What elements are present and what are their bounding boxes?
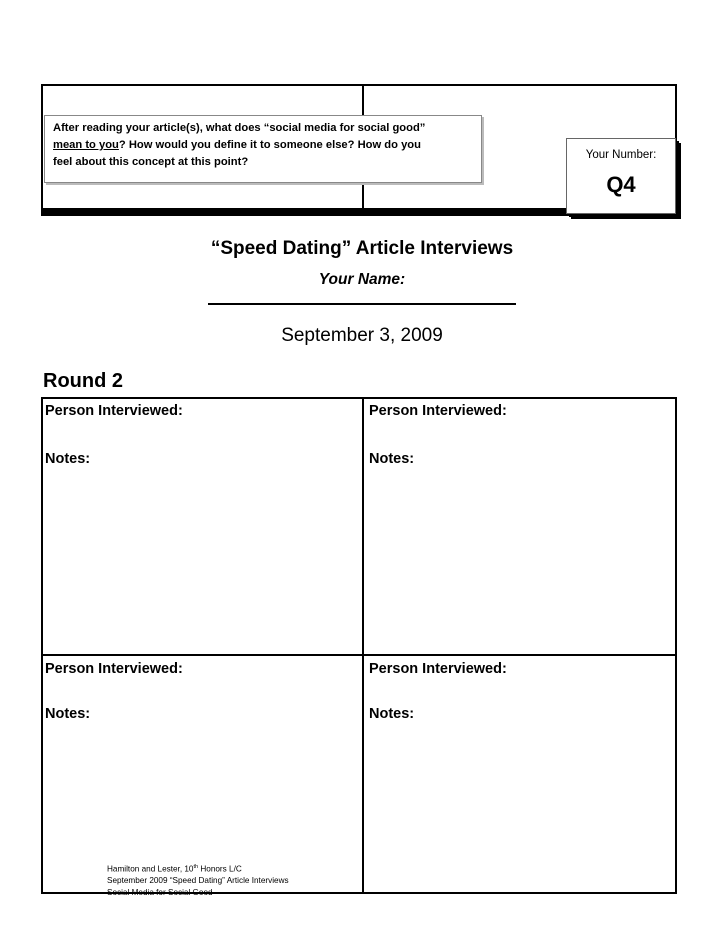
footer [107,862,289,898]
header-thick-rule [41,208,571,216]
prompt-line-3: feel about this concept at this point? [53,156,249,168]
cell-1-notes-label: Notes: [45,451,91,467]
date [0,325,728,347]
page-title [0,238,728,260]
name-label-text: Your Name: [318,271,406,288]
footer-line-1-sup: th [193,864,199,870]
footer-line-1 [107,862,289,875]
footer-line-3: Social Media for Social Good [107,887,213,897]
name-label [0,271,728,289]
name-blank-line[interactable] [208,303,516,305]
interview-grid-horizontal-line [41,654,677,656]
cell-4-notes-label: Notes: [369,706,415,722]
prompt-line-1: After reading your article(s), what does “social media for social good” [53,122,426,134]
footer-line-1-post: Honors L/C [198,864,242,874]
number-value: Q4 [606,172,636,197]
date-text: September 3, 2009 [281,325,443,346]
prompt-underlined: mean to you [53,139,119,151]
cell-3-person-label: Person Interviewed: [45,661,183,677]
page-title-text: “Speed Dating” Article Interviews [210,238,514,259]
cell-2-person-label: Person Interviewed: [369,403,507,419]
number-box [566,138,676,214]
prompt-line-2-rest: ? How would you define it to someone else? How do you [118,139,421,151]
prompt-line-2 [53,137,473,154]
interview-grid [41,397,677,894]
cell-4-person-label: Person Interviewed: [369,661,507,677]
number-label: Your Number: [585,149,657,161]
prompt-box [44,115,482,183]
cell-3-notes-label: Notes: [45,706,91,722]
round-heading: Round 2 [43,370,123,392]
interview-grid-vertical-line [362,397,364,894]
cell-1-person-label: Person Interviewed: [45,403,183,419]
cell-2-notes-label: Notes: [369,451,415,467]
footer-line-1-pre: Hamilton and Lester, 10 [107,864,194,874]
footer-line-2: September 2009 “Speed Dating” Article Interviews [107,876,289,886]
